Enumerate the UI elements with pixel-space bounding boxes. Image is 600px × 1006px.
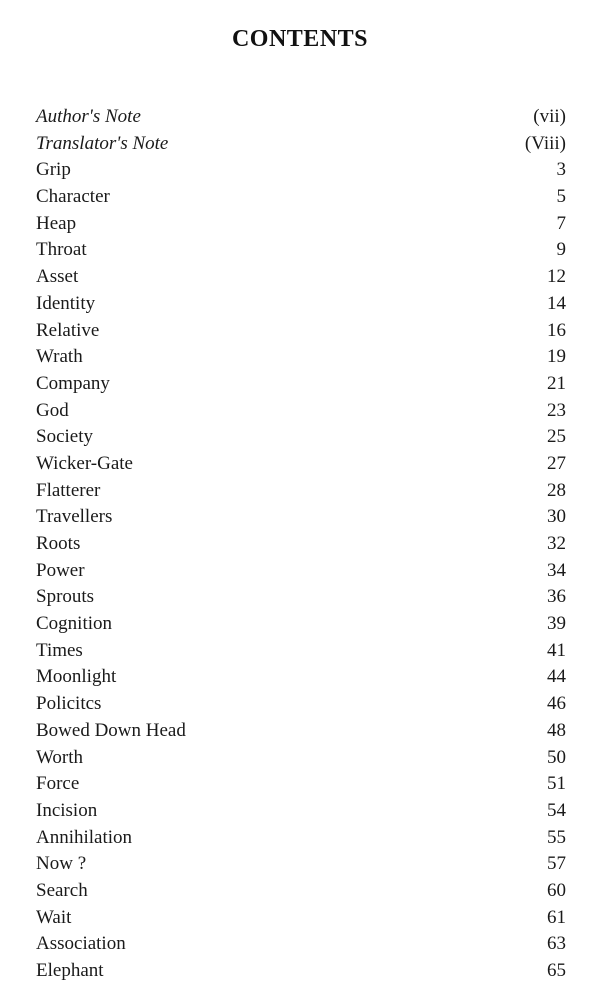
toc-entry-page-number: 34 [547,559,566,581]
toc-entry-title: God [36,399,69,421]
toc-entry-title: Throat [36,239,87,261]
toc-entry-page-number: 12 [547,266,566,288]
toc-entry-page-number: 27 [547,452,566,474]
toc-entry [36,878,566,905]
toc-entry-title: Cognition [36,613,113,635]
toc-entry [36,291,566,318]
toc-entry-page-number: 36 [547,586,566,608]
toc-entry-page-number: 54 [547,799,566,821]
toc-entry-page-number: (vii) [533,106,566,127]
page-title: CONTENTS [231,26,369,52]
toc-entry [36,264,566,291]
toc-entry-title: Association [36,933,126,955]
toc-entry [36,237,566,264]
toc-entry-page-number: 7 [556,212,566,234]
toc-entry [36,211,566,238]
toc-entry-title: Society [36,426,93,448]
toc-entry [36,344,566,371]
toc-entry-page-number: 16 [547,319,566,341]
toc-entry-page-number: 30 [547,506,566,528]
toc-entry-title: Moonlight [36,666,117,688]
toc-entry-title: Incision [36,799,98,821]
toc-entry-title: Power [36,559,85,581]
toc-entry-title: Times [36,639,83,661]
toc-entry [36,931,566,958]
toc-entry-title: Company [36,372,110,394]
toc-entry-page-number: 39 [547,613,566,635]
toc-entry [36,691,566,718]
toc-entry-page-number: 3 [556,159,566,181]
toc-entry-title: Asset [36,266,79,288]
toc-entry [36,611,566,638]
toc-entry-title: Bowed Down Head [36,719,186,741]
toc-entry-page-number: 61 [547,906,566,928]
toc-entry-title: Force [36,773,80,795]
toc-entry [36,664,566,691]
toc-entry-title: Roots [36,533,81,554]
toc-entry-title: Elephant [36,960,104,981]
toc-entry [36,825,566,852]
toc-entry-page-number: 28 [547,479,566,501]
toc-entry-page-number: 57 [547,853,566,875]
toc-entry [36,504,566,531]
toc-entry-title: Worth [36,746,84,768]
toc-entry [36,638,566,665]
toc-entry-page-number: 25 [547,426,566,448]
toc-entry-title: Relative [36,319,100,341]
toc-entry-title: Author's Note [36,106,141,127]
toc-entry-page-number: 23 [547,399,566,421]
toc-entry-page-number: 21 [547,372,566,394]
toc-entry [36,318,566,345]
toc-entry [36,157,566,184]
toc-entry [36,584,566,611]
toc-entry-title: Search [36,879,88,901]
toc-entry-title: Grip [36,159,71,181]
toc-entry-page-number: 41 [547,639,566,661]
toc-entry [36,131,566,158]
toc-entry-title: Sprouts [36,586,95,608]
toc-entry-page-number: 63 [547,933,566,955]
toc-entry-page-number: 48 [547,719,566,741]
toc-entry-page-number: 50 [547,746,566,768]
toc-entry-page-number: 60 [547,879,566,901]
toc-entry [36,424,566,451]
toc-entry [36,558,566,585]
toc-entry-title: Wicker-Gate [36,452,133,474]
toc-entry-title: Wrath [36,346,83,368]
toc-entry-page-number: 19 [547,346,566,368]
toc-entry [36,905,566,932]
toc-entry-page-number: 5 [556,186,566,208]
toc-entry-title: Character [36,186,110,208]
toc-entry [36,104,566,131]
toc-entry-title: Travellers [36,506,113,528]
toc-entry-title: Heap [36,212,77,234]
toc-entry-title: Now ? [36,853,87,875]
toc-entry-title: Identity [36,292,96,314]
toc-entry-page-number: 46 [547,693,566,715]
toc-entry-page-number: 55 [547,826,566,848]
toc-entry-page-number: 32 [547,533,566,554]
toc-entry-page-number: (Viii) [524,132,566,154]
toc-entry-title: Translator's Note [36,132,169,154]
toc-entry [36,798,566,825]
toc-entry [36,451,566,478]
toc-entry-title: Flatterer [36,479,101,501]
toc-entry [36,478,566,505]
toc-entry [36,745,566,772]
toc-entry [36,531,566,558]
toc-entry [36,718,566,745]
toc-entry-title: Wait [36,906,72,928]
toc-entry-page-number: 9 [556,239,566,261]
table-of-contents [36,104,566,985]
toc-entry [36,958,566,985]
toc-entry-page-number: 65 [547,960,566,981]
toc-entry [36,184,566,211]
toc-entry [36,851,566,878]
toc-entry-title: Annihilation [36,826,133,848]
toc-entry [36,771,566,798]
toc-entry [36,371,566,398]
toc-entry-title: Policitcs [36,693,102,715]
toc-entry-page-number: 44 [547,666,566,688]
toc-entry-page-number: 51 [547,773,566,795]
toc-entry-page-number: 14 [547,292,566,314]
toc-entry [36,398,566,425]
